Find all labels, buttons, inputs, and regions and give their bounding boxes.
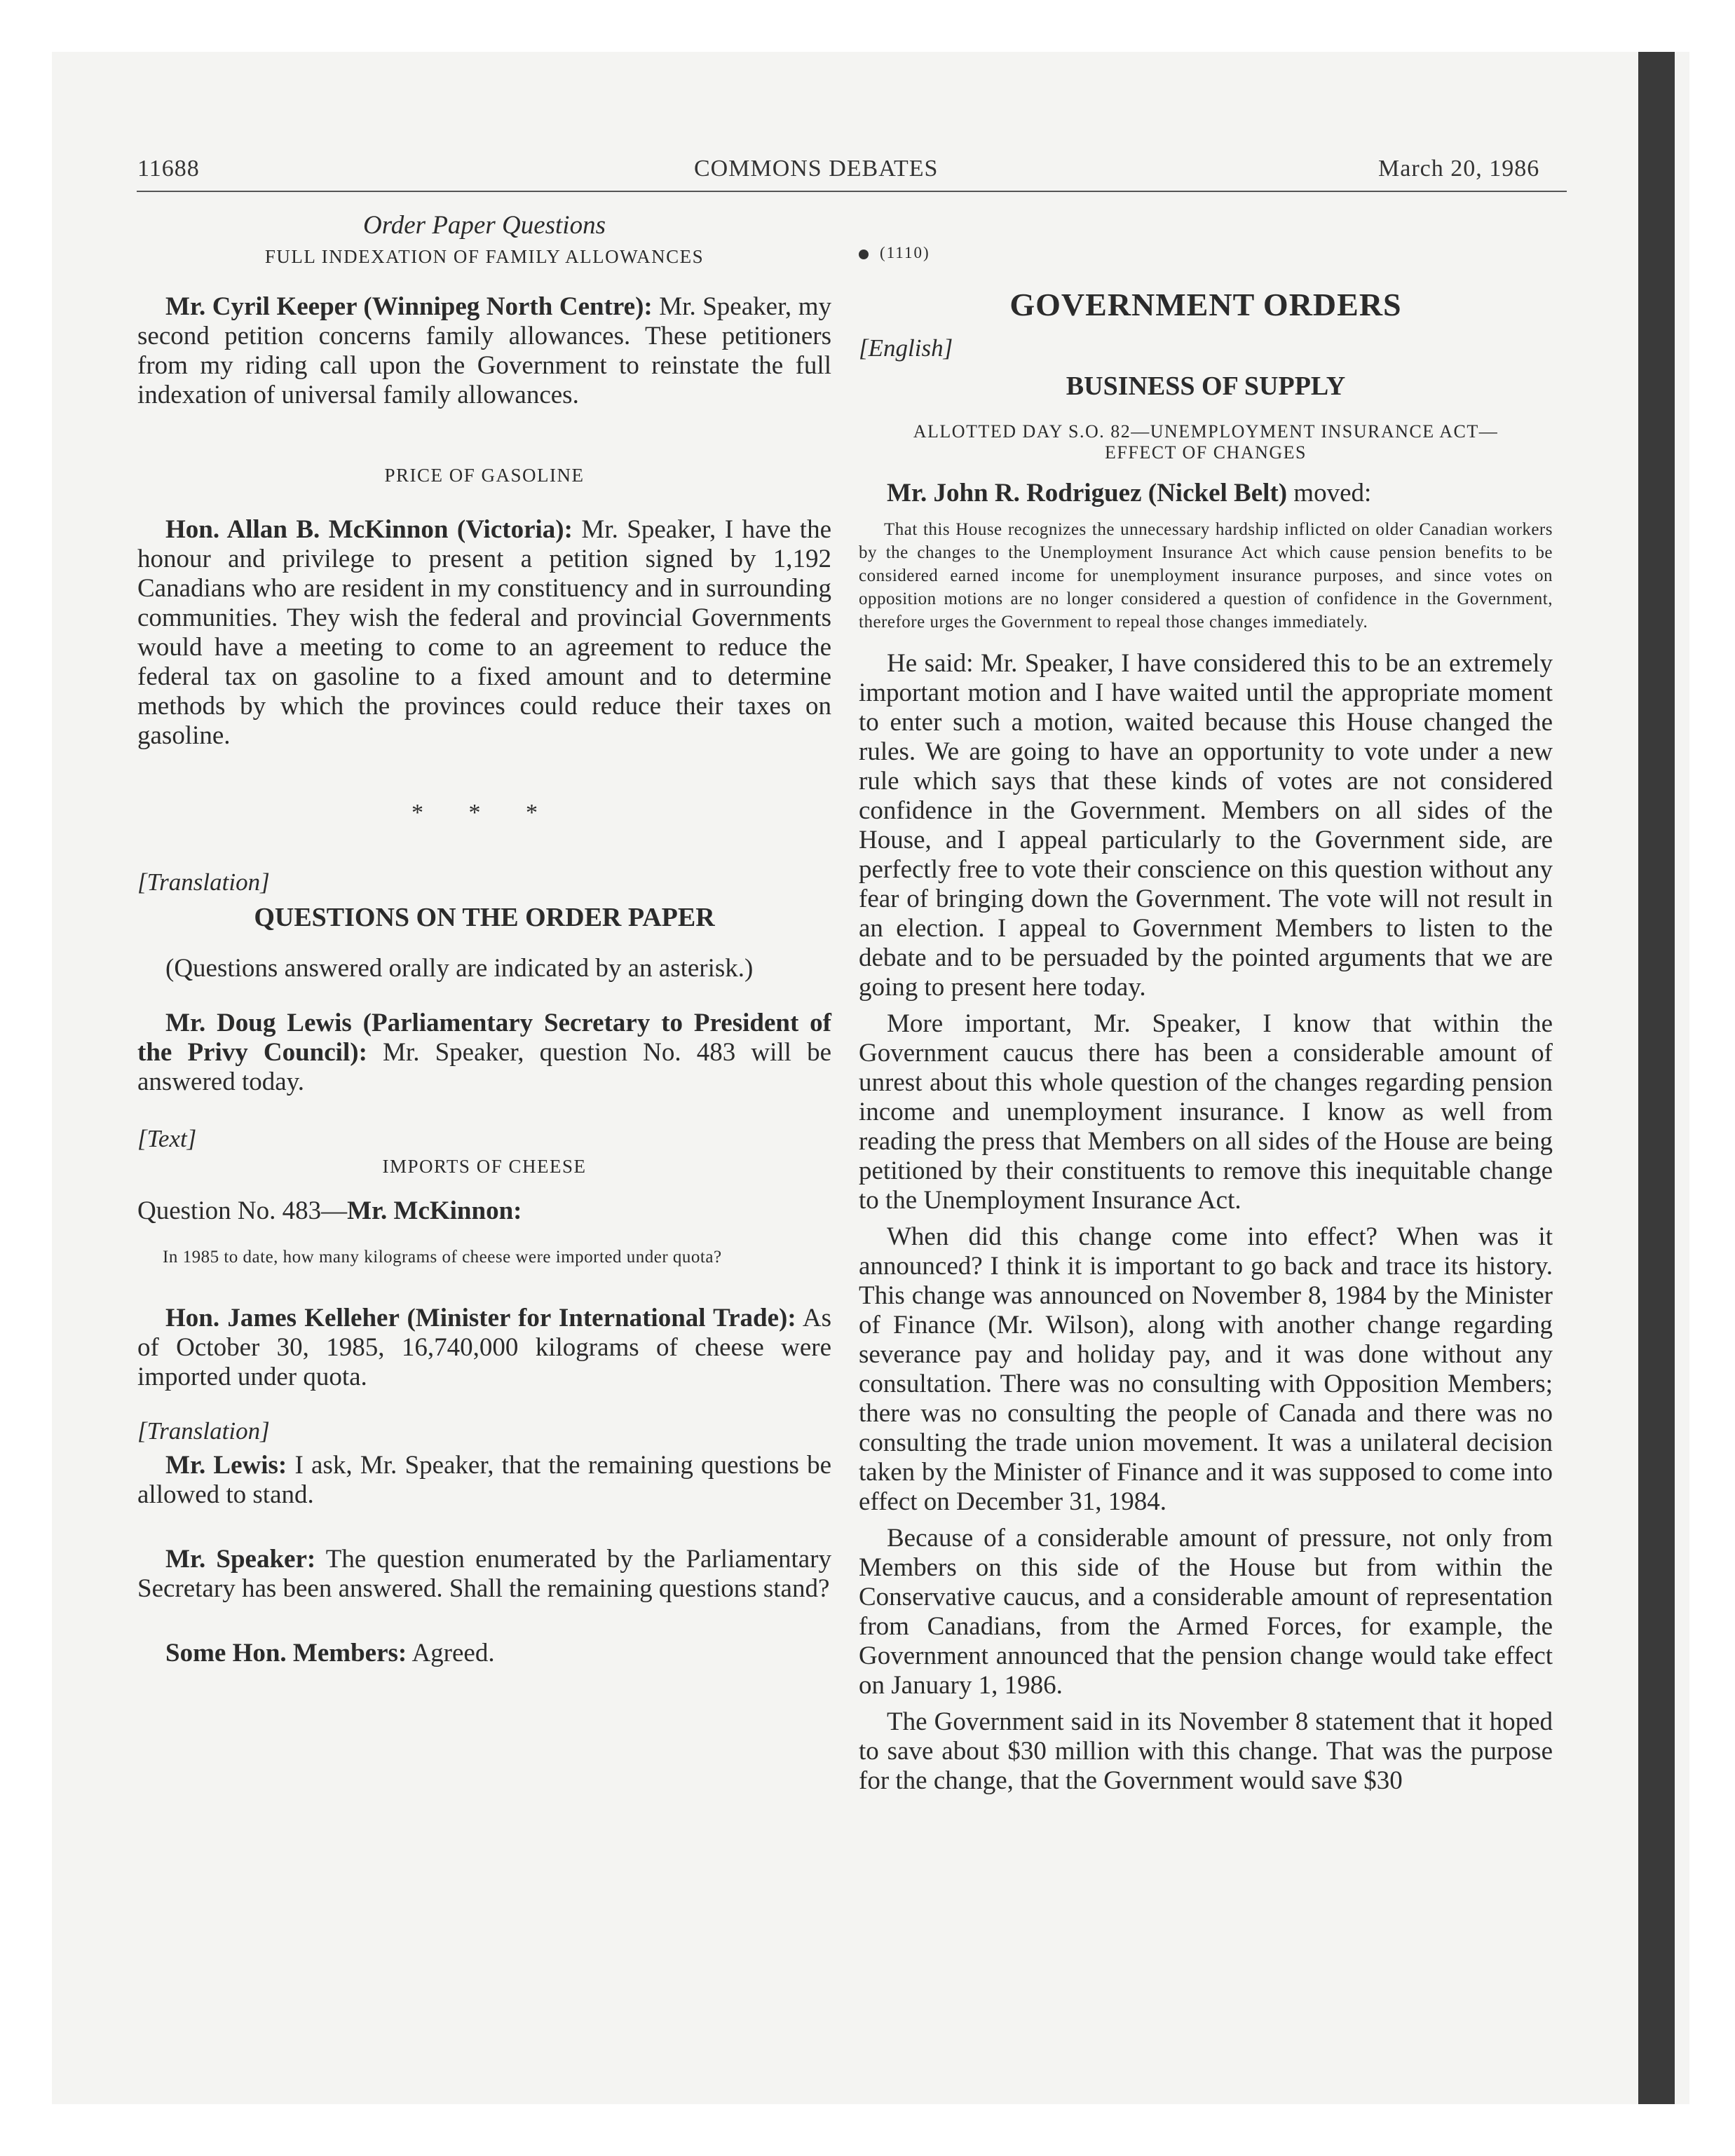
answer-kelleher bbox=[137, 1304, 831, 1392]
speaker-name: Hon. Allan B. McKinnon (Victoria): bbox=[165, 515, 573, 544]
scan-edge-bar bbox=[1638, 52, 1675, 2104]
statement-speaker bbox=[137, 1545, 831, 1604]
speech-text: Mr. Speaker, my second petition concerns family allowances. These petitioners from my riding call upon the Government to reinstate the full indexation of universal family allowances. bbox=[137, 292, 831, 409]
allotted-day-line-2: EFFECT OF CHANGES bbox=[1105, 442, 1307, 463]
speaker-name: Mr. Cyril Keeper (Winnipeg North Centre): bbox=[165, 292, 653, 321]
left-column bbox=[137, 210, 831, 1668]
speaker-name: Mr. Doug Lewis (Parliamentary Secretary to President of the Privy Council): bbox=[137, 1009, 831, 1067]
time-marker bbox=[859, 244, 1553, 262]
speech-paragraph-1: He said: Mr. Speaker, I have considered this to be an extremely important motion and I have waited until the appropriate moment to enter such a motion, waited because this House changed the rules. We are going to have an opportunity to vote under a new rule which says that these kinds of votes are not considered confidence in the Government. Members on all sides of the House, and I appeal particularly to the Government side, are perfectly free to vote their conscience on this question without any fear of bringing down the Government. The vote will not result in an election. I appeal to Government Members to listen to the debate and to be persuaded by the pointed arguments that we are going to present here today. bbox=[859, 649, 1553, 1002]
speaker-name: Hon. James Kelleher (Minister for International Trade): bbox=[165, 1304, 796, 1332]
translation-tag-2: [Translation] bbox=[137, 1417, 270, 1445]
allotted-day-heading bbox=[859, 421, 1553, 463]
speech-text: I ask, Mr. Speaker, that the remaining questions be allowed to stand. bbox=[137, 1451, 831, 1509]
speaker-name: Mr. Speaker: bbox=[165, 1545, 316, 1574]
petition-keeper bbox=[137, 292, 831, 410]
members-agreed bbox=[137, 1639, 831, 1668]
right-column bbox=[859, 210, 1553, 1796]
business-of-supply-heading: BUSINESS OF SUPPLY bbox=[1066, 371, 1346, 401]
allotted-day-line-1: ALLOTTED DAY S.O. 82—UNEMPLOYMENT INSURANCE ACT— bbox=[913, 421, 1499, 442]
speaker-name: Some Hon. Members: bbox=[165, 1639, 407, 1667]
page-date: March 20, 1986 bbox=[1378, 156, 1540, 182]
header-rule bbox=[137, 191, 1567, 192]
speech-paragraph-3: When did this change come into effect? When was it announced? I think it is important to go back and trace its history. This change was announced on November 8, 1984 by the Minister of Finance (Mr. Wilson), along with another change regarding severance pay and holiday pay, and it was done without any consultation. There was no consulting with Opposition Members; there was no consulting the people of Canada and there was no consulting the trade union movement. It was a unilateral decision taken by the Minister of Finance and it was supposed to come into effect on December 31, 1984. bbox=[859, 1222, 1553, 1516]
government-orders-heading: GOVERNMENT ORDERS bbox=[1009, 287, 1402, 322]
time-marker-text: (1110) bbox=[880, 244, 930, 261]
page-number: 11688 bbox=[137, 156, 200, 182]
speech-paragraph-2: More important, Mr. Speaker, I know that within the Government caucus there has been a considerable amount of unrest about this whole question of the changes regarding pension income and unemployment insurance. I know as well from reading the press that Members on all sides of the House are being petitioned by their constituents to remove this inequitable change to the Unemployment Insurance Act. bbox=[859, 1009, 1553, 1215]
subheading-cheese: IMPORTS OF CHEESE bbox=[382, 1156, 587, 1177]
speech-text: Mr. Speaker, question No. 483 will be answered today. bbox=[137, 1038, 831, 1096]
text-tag: [Text] bbox=[137, 1125, 197, 1152]
motion-intro bbox=[859, 479, 1553, 508]
question-body: In 1985 to date, how many kilograms of cheese were imported under quota? bbox=[163, 1248, 722, 1267]
moved-text: moved: bbox=[1287, 479, 1372, 507]
question-author: Mr. McKinnon: bbox=[347, 1196, 522, 1225]
subheading-gasoline: PRICE OF GASOLINE bbox=[384, 465, 585, 486]
translation-tag: [Translation] bbox=[137, 868, 270, 896]
question-line bbox=[137, 1196, 831, 1226]
speech-text: The question enumerated by the Parliamentary Secretary has been answered. Shall the remaining questions stand? bbox=[137, 1545, 831, 1603]
subheading-family-allowances: FULL INDEXATION OF FAMILY ALLOWANCES bbox=[264, 246, 705, 267]
speaker-name: Mr. Lewis: bbox=[165, 1451, 287, 1480]
mover-name: Mr. John R. Rodriguez (Nickel Belt) bbox=[887, 479, 1288, 507]
order-paper-heading: Order Paper Questions bbox=[363, 211, 606, 240]
questions-heading: QUESTIONS ON THE ORDER PAPER bbox=[254, 903, 715, 932]
section-separator: * * * bbox=[411, 800, 557, 826]
statement-lewis bbox=[137, 1009, 831, 1097]
running-title: COMMONS DEBATES bbox=[694, 156, 939, 182]
statement-lewis-2 bbox=[137, 1451, 831, 1510]
questions-note: (Questions answered orally are indicated by an asterisk.) bbox=[165, 954, 754, 983]
bullet-icon bbox=[859, 250, 869, 259]
speech-paragraph-5: The Government said in its November 8 statement that it hoped to save about $30 million with this change. That was the purpose for the change, that the Government would save $30 bbox=[859, 1707, 1553, 1795]
motion-text: That this House recognizes the unnecessary hardship inflicted on older Canadian workers by the changes to the Unemployment Insurance Act which cause pension benefits to be considered earned income for unemployment insurance purposes, and since votes on opposition motions are no longer considered a question of confidence in the Government, therefore urges the Government to repeal those changes immediately. bbox=[859, 520, 1553, 632]
petition-mckinnon bbox=[137, 515, 831, 751]
speech-text: As of October 30, 1985, 16,740,000 kilograms of cheese were imported under quota. bbox=[137, 1304, 831, 1391]
english-tag: [English] bbox=[859, 334, 953, 362]
speech-paragraph-4: Because of a considerable amount of pressure, not only from Members on this side of the House but from within the Conservative caucus, and a considerable amount of representation from Canadians, from the Armed Forces, for example, the Government announced that the pension change would take effect on January 1, 1986. bbox=[859, 1524, 1553, 1700]
speech-text: Agreed. bbox=[407, 1639, 495, 1667]
speech-text: Mr. Speaker, I have the honour and privilege to present a petition signed by 1,192 Canadians who are resident in my constituency and in surrounding communities. They wish the federal and provincial Governments would have a meeting to come to an agreement to reduce the federal tax on gasoline to a fixed amount and to determine methods by which the provinces could reduce their taxes on gasoline. bbox=[137, 515, 832, 750]
question-label: Question No. 483— bbox=[137, 1196, 348, 1225]
